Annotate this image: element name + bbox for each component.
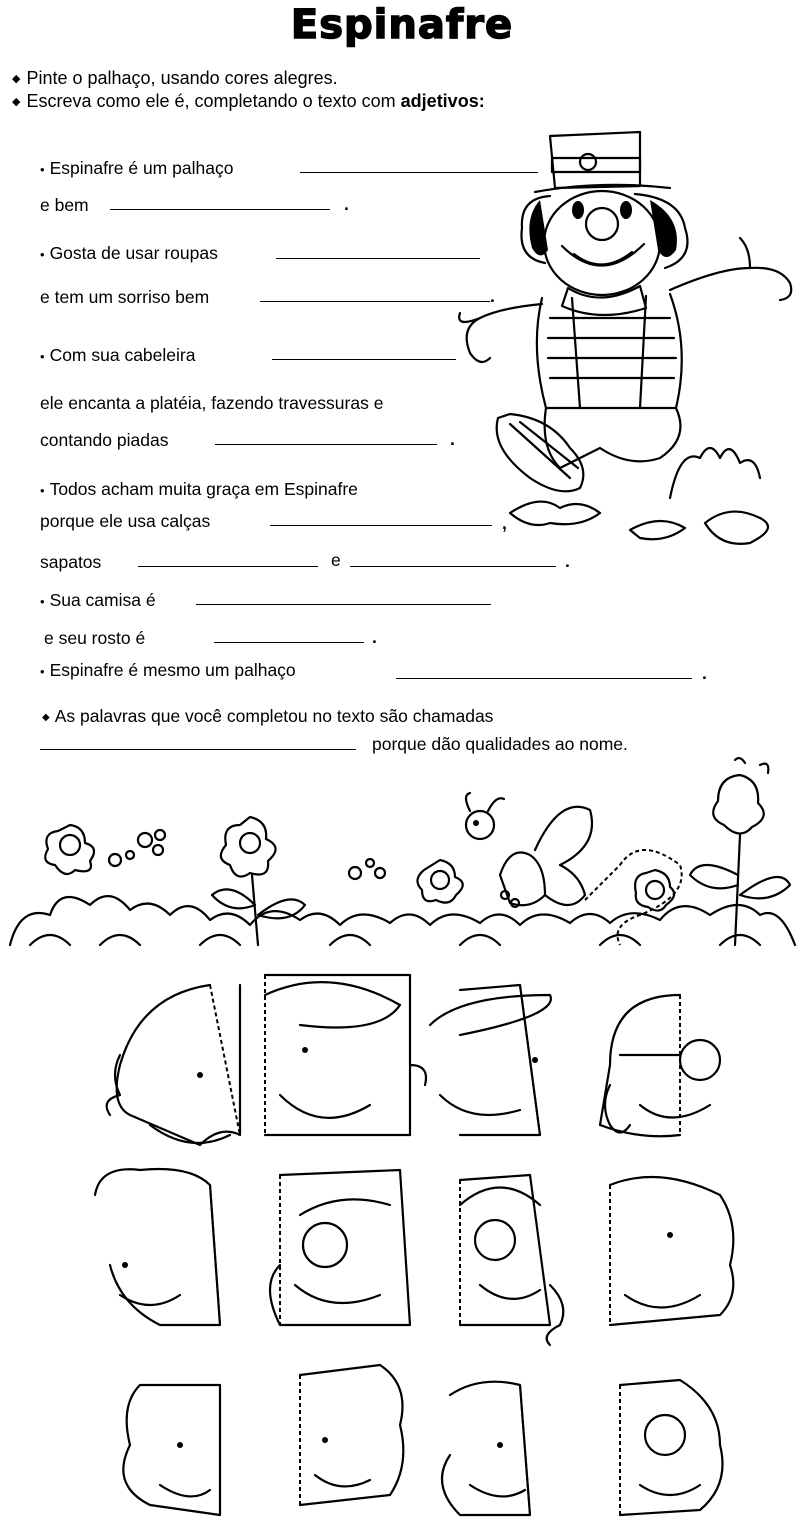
line-2: e bem (40, 195, 89, 215)
comma: , (502, 513, 507, 533)
line-12: e seu rosto é (44, 628, 146, 648)
line-14: ◆ As palavras que você completou no texto são chamadas (42, 706, 494, 726)
period: . (702, 663, 707, 683)
period: . (372, 627, 377, 647)
line-1: • Espinafre é um palhaço (40, 158, 234, 178)
face-piece-row-2 (95, 1169, 733, 1345)
face-piece-row-1 (107, 975, 720, 1145)
answer-blank[interactable] (396, 678, 692, 679)
period: . (490, 286, 495, 306)
clown-nose-icon (586, 208, 618, 240)
line-15: porque dão qualidades ao nome. (372, 734, 628, 754)
answer-blank[interactable] (215, 444, 437, 445)
answer-blank[interactable] (350, 566, 556, 567)
line-7: contando piadas (40, 430, 169, 450)
half-faces-puzzle (80, 965, 770, 1525)
answer-blank[interactable] (272, 359, 456, 360)
conjunction-e: e (331, 550, 341, 570)
face-piece-row-3 (123, 1365, 722, 1515)
line-13: • Espinafre é mesmo um palhaço (40, 660, 296, 680)
answer-blank[interactable] (138, 566, 318, 567)
line-3: • Gosta de usar roupas (40, 243, 218, 263)
line-11: • Sua camisa é (40, 590, 156, 610)
hat-flower-icon (580, 154, 596, 170)
period: . (565, 551, 570, 571)
period: . (450, 429, 455, 449)
flowers-and-butterfly (0, 755, 804, 950)
line-8: • Todos acham muita graça em Espinafre (40, 479, 358, 499)
diamond-bullet-icon: ◆ (12, 96, 21, 108)
instruction-1: ◆ Pinte o palhaço, usando cores alegres. (12, 68, 338, 88)
line-4: e tem um sorriso bem (40, 287, 210, 307)
answer-blank[interactable] (214, 642, 364, 643)
line-9: porque ele usa calças (40, 511, 211, 531)
instruction-2: ◆ Escreva como ele é, completando o texto com adjetivos: (12, 91, 485, 111)
answer-blank[interactable] (40, 749, 356, 750)
line-5: • Com sua cabeleira (40, 345, 196, 365)
page-title: Espinafre (290, 2, 514, 48)
line-10: sapatos (40, 552, 102, 572)
period: . (344, 194, 349, 214)
diamond-bullet-icon: ◆ (12, 73, 21, 85)
answer-blank[interactable] (196, 604, 491, 605)
clown-illustration (450, 118, 800, 558)
answer-blank[interactable] (110, 209, 330, 210)
adjetivos-bold: adjetivos: (400, 91, 485, 111)
line-6: ele encanta a platéia, fazendo travessuras e (40, 393, 384, 413)
